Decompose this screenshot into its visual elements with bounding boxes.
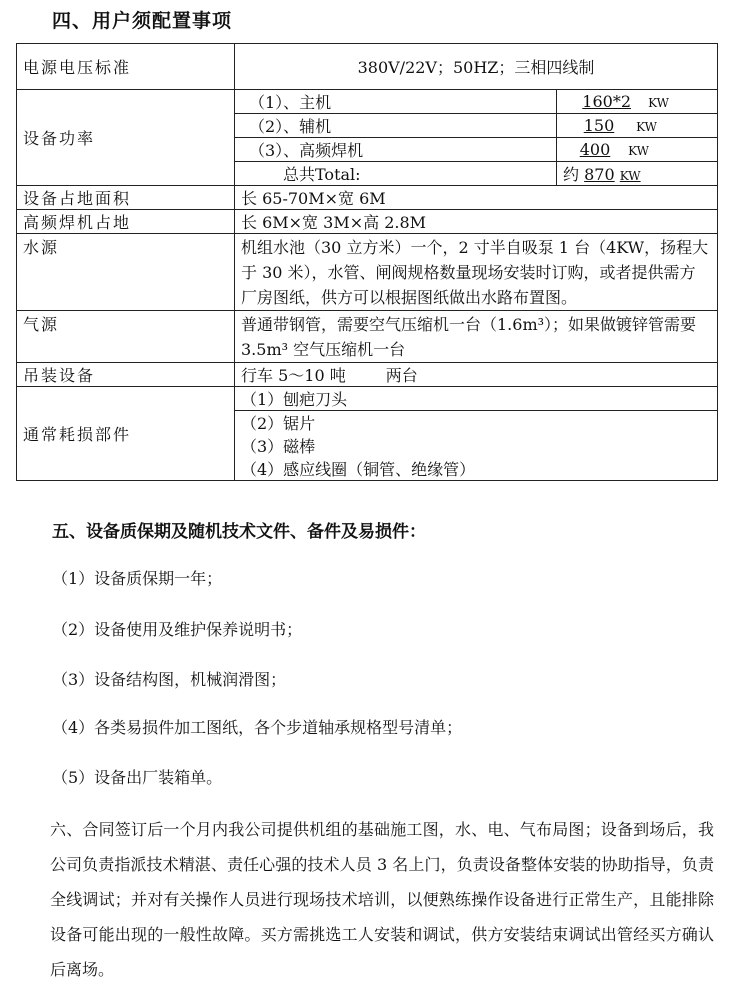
voltage-label: 电源电压标准	[17, 44, 235, 90]
section5-item: （2）设备使用及维护保养说明书；	[52, 620, 303, 639]
power-item-name: （1）、主机	[235, 90, 557, 114]
lifting-crane: 行车 5～10 吨	[241, 366, 346, 385]
voltage-value: 380V/22V；50HZ；三相四线制	[235, 44, 718, 90]
table-row-consumable-1	[17, 387, 718, 411]
table-row-welder-area	[17, 210, 718, 234]
water-label: 水源	[17, 234, 235, 311]
power-total-label: 总共Total:	[235, 162, 557, 186]
power-value-main: 160*2	[582, 92, 631, 111]
table-row-gas	[17, 311, 718, 363]
power-item-value	[557, 138, 718, 162]
area-label: 设备占地面积	[17, 186, 235, 210]
section4-heading: 四、用户须配置事项	[52, 10, 233, 32]
section5-item: （4）各类易损件加工图纸，各个步道轴承规格型号清单；	[52, 718, 463, 737]
lifting-label: 吊装设备	[17, 363, 235, 387]
lifting-value	[235, 363, 718, 387]
gas-value: 普通带钢管，需要空气压缩机一台（1.6m³）；如果做镀锌管需要 3.5m³ 空气压缩机一台	[235, 311, 718, 363]
section5-item: （3）设备结构图，机械润滑图；	[52, 670, 287, 689]
consumable-item: （2）锯片	[235, 411, 718, 435]
welder-area-label: 高频焊机占地	[17, 210, 235, 234]
consumable-item: （3）磁棒	[235, 434, 718, 457]
power-total-value	[557, 162, 718, 186]
area-value: 长 65-70M×宽 6M	[235, 186, 718, 210]
power-value-aux: 150	[583, 116, 615, 135]
section6-paragraph: 六、合同签订后一个月内我公司提供机组的基础施工图，水、电、气布局图；设备到场后，我公司负责指派技术精湛、责任心强的技术人员 3 名上门，负责设备整体安装的协助指导，负责全线调试；并对有关操作人员进行现场技术培训，以便熟练操作设备进行正常生产，且能排除设备可能出现的一般性故障。买方需挑选工人安装和调试，供方安装结束调试出管经买方确认后离场。	[50, 820, 714, 979]
power-item-name: （2）、辅机	[235, 114, 557, 138]
power-item-value	[557, 90, 718, 114]
power-value-welder: 400	[579, 140, 611, 159]
section5-item: （5）设备出厂装箱单。	[52, 768, 223, 787]
power-total-prefix: 约	[563, 165, 580, 184]
consumables-label: 通常耗损部件	[17, 387, 235, 481]
consumable-item: （1）刨疤刀头	[235, 387, 718, 411]
power-label: 设备功率	[17, 90, 235, 186]
section5-item: （1）设备质保期一年；	[52, 569, 223, 588]
welder-area-value: 长 6M×宽 3M×高 2.8M	[235, 210, 718, 234]
power-total-unit: KW	[619, 169, 641, 183]
water-value: 机组水池（30 立方米）一个，2 寸半自吸泵 1 台（4KW，扬程大于 30 米），水管、闸阀规格数量现场安装时订购，或者提供需方厂房图纸，供方可以根据图纸做出水路布置图。	[235, 234, 718, 311]
table-row-lifting	[17, 363, 718, 387]
section5-heading: 五、设备质保期及随机技术文件、备件及易损件：	[52, 522, 426, 542]
power-total-number: 870	[584, 165, 615, 184]
power-unit: KW	[628, 144, 649, 158]
gas-label: 气源	[17, 311, 235, 363]
table-row-voltage	[17, 44, 718, 90]
consumable-item: （4）感应线圈（铜管、绝缘管）	[235, 457, 718, 481]
power-unit: KW	[636, 120, 657, 134]
config-table	[16, 43, 718, 481]
table-row-area	[17, 186, 718, 210]
table-row-water	[17, 234, 718, 311]
power-item-name: （3）、高频焊机	[235, 138, 557, 162]
lifting-qty: 两台	[385, 366, 418, 385]
power-item-value	[557, 114, 718, 138]
power-unit: KW	[648, 96, 669, 110]
